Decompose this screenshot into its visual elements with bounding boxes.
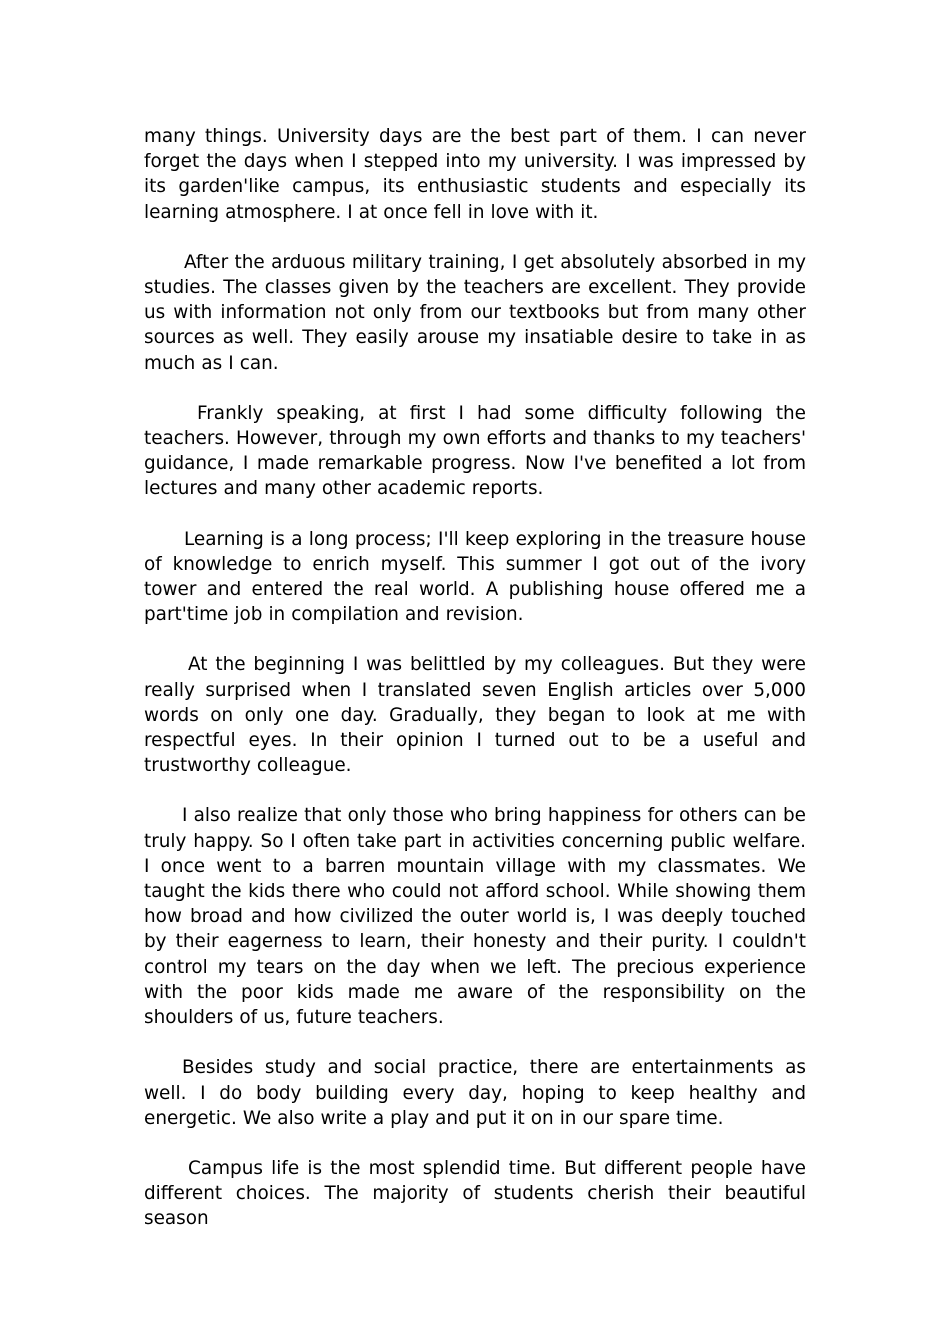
paragraph-1: many things. University days are the best part of them. I can never forget the days when I stepped into my university. I was impressed by its garden'like campus, its enthusiastic students and especially its learning atmosphere. I at once fell in love with it. (144, 126, 806, 223)
paragraph-2: After the arduous military training, I get absolutely absorbed in my studies. The classes given by the teachers are excellent. They provide us with information not only from our textbooks but from many other sources as well. They easily arouse my insatiable desire to take in as much as I can. (144, 251, 806, 374)
paragraph-4: Learning is a long process; I'll keep exploring in the treasure house of knowledge to enrich myself. This summer I got out of the ivory tower and entered the real world. A publishing house offered me a part'time job in compilation and revision. (144, 528, 806, 626)
paragraph-3: Frankly speaking, at first I had some difficulty following the teachers. However, through my own efforts and thanks to my teachers' guidance, I made remarkable progress. Now I've benefited a lot from lectures and many other academic reports. (144, 402, 806, 500)
body-text (144, 124, 806, 1232)
paragraph-8: Campus life is the most splendid time. But different people have different choices. The majority of students cherish their beautiful season (144, 1157, 806, 1230)
paragraph-5: At the beginning I was belittled by my colleagues. But they were really surprised when I translated seven English articles over 5,000 words on only one day. Gradually, they began to look at me with respectful eyes. In their opinion I turned out to be a useful and trustworthy colleague. (144, 654, 806, 777)
paragraph-7: Besides study and social practice, there are entertainments as well. I do body building every day, hoping to keep healthy and energetic. We also write a play and put it on in our spare time. (144, 1057, 806, 1129)
paragraph-6: I also realize that only those who bring happiness for others can be truly happy. So I often take part in activities concerning public welfare. I once went to a barren mountain village with my classmates. We taught the kids there who could not afford school. While showing them how broad and how civilized the outer world is, I was deeply touched by their eagerness to learn, their honesty and their purity. I couldn't control my tears on the day when we left. The precious experience with the poor kids made me aware of the responsibility on the shoulders of us, future teachers. (144, 805, 806, 1029)
